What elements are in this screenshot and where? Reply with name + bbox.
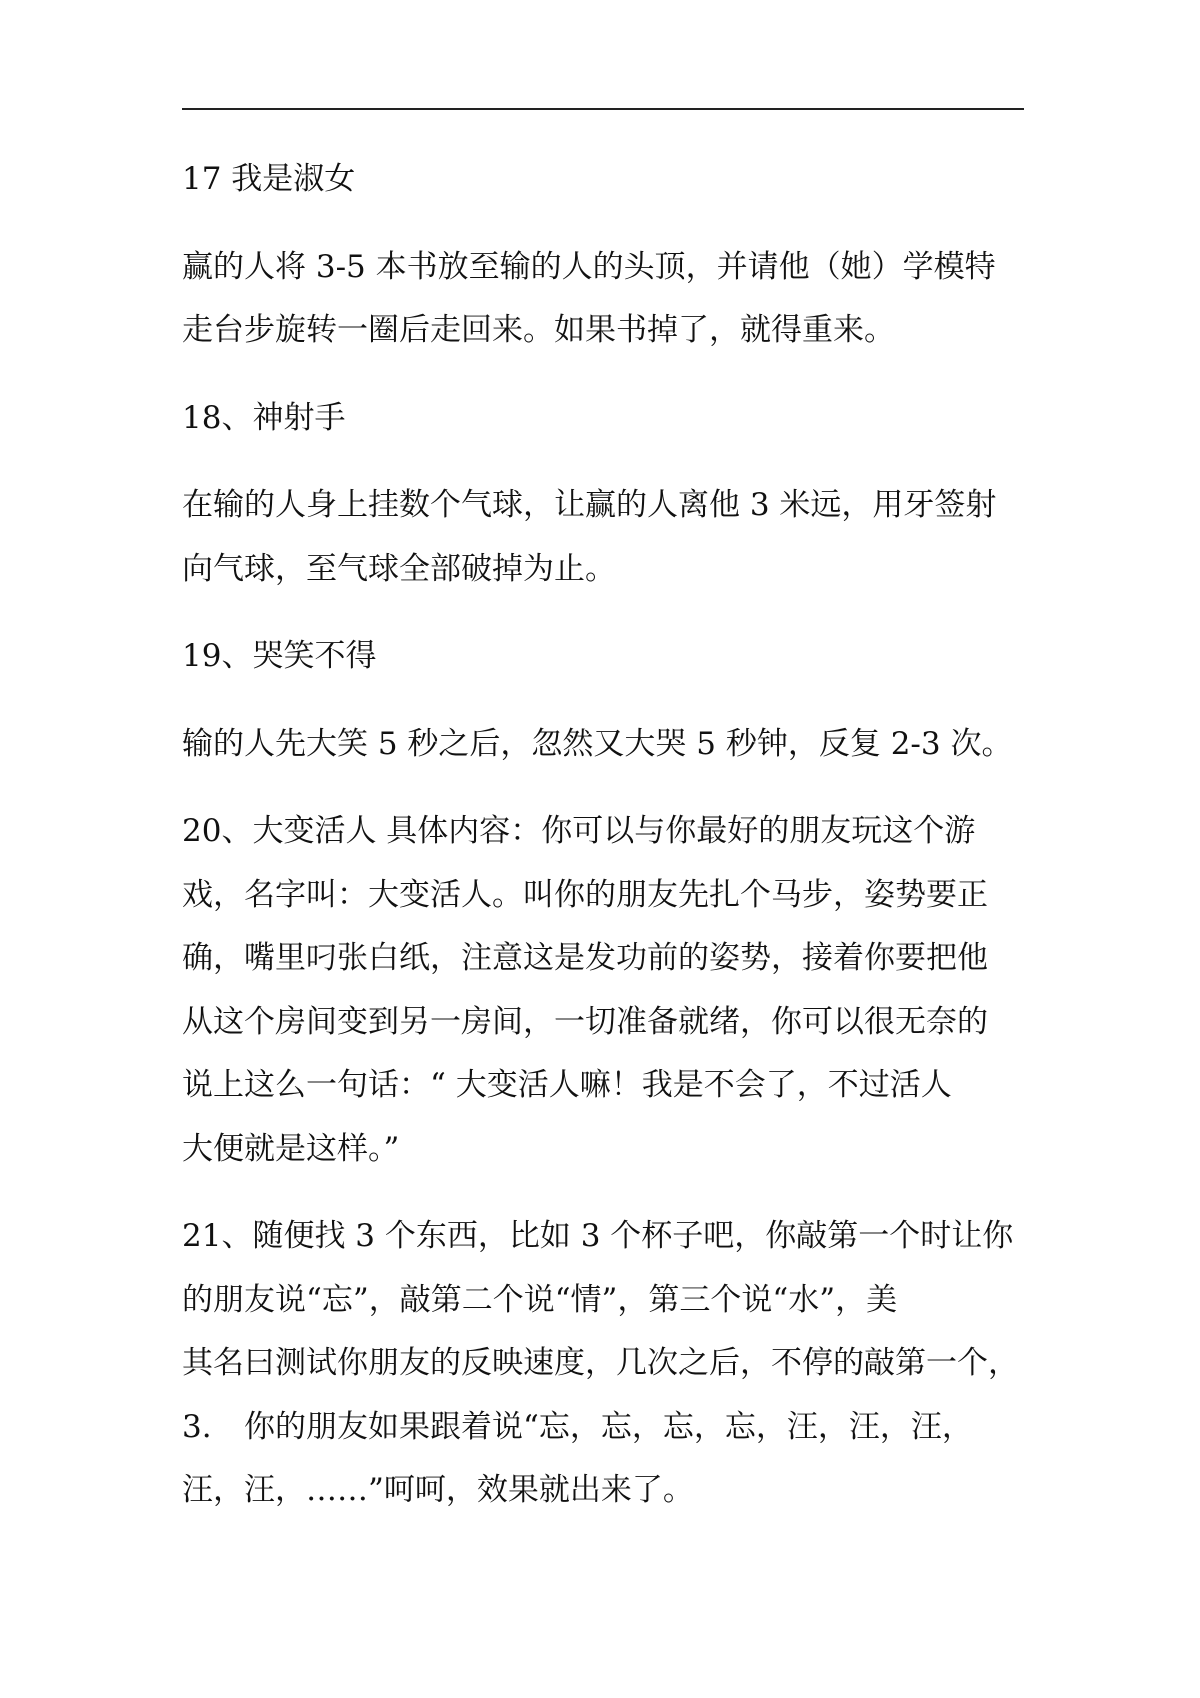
paragraph-gap <box>182 1181 1026 1205</box>
text-line: 18、神射手 <box>182 399 346 436</box>
text-line: 大便就是这样。” <box>182 1130 400 1167</box>
paragraph-gap <box>182 689 1026 713</box>
list-item-3 <box>182 1396 1026 1523</box>
paragraph-19 <box>182 713 1026 777</box>
text-line: 汪，汪，……”呵呵，效果就出来了。 <box>182 1472 694 1508</box>
text-line: 赢的人将 3-5 本书放至输的人的头顶，并请他（她）学模特 <box>182 248 996 285</box>
text-line: 确，嘴里叼张白纸，注意这是发功前的姿势，接着你要把他 <box>182 940 988 976</box>
text-line: 输的人先大笑 5 秒之后，忽然又大哭 5 秒钟，反复 2-3 次。 <box>182 725 1013 762</box>
paragraph-gap <box>182 450 1026 474</box>
heading-19 <box>182 625 1026 689</box>
paragraph-gap <box>182 363 1026 387</box>
text-line: 在输的人身上挂数个气球，让赢的人离他 3 米远，用牙签射 <box>182 487 997 523</box>
text-line <box>182 1396 1026 1460</box>
text-line: 戏，名字叫：大变活人。叫你的朋友先扎个马步，姿势要正 <box>182 876 988 913</box>
text-line: 向气球，至气球全部破掉为止。 <box>182 550 616 587</box>
heading-17 <box>182 148 1026 212</box>
paragraph-gap <box>182 776 1026 800</box>
text-line: 从这个房间变到另一房间，一切准备就绪，你可以很无奈的 <box>182 1003 988 1040</box>
paragraph-gap <box>182 601 1026 625</box>
paragraph-18 <box>182 474 1026 601</box>
list-number: 3. <box>182 1408 212 1445</box>
paragraph-21 <box>182 1205 1026 1396</box>
text-line: 20、大变活人 具体内容：你可以与你最好的朋友玩这个游 <box>182 813 976 849</box>
paragraph-gap <box>182 212 1026 236</box>
text-line: 说上这么一句话：“ 大变活人嘛！我是不会了，不过活人 <box>182 1067 952 1103</box>
text-line: 17 我是淑女 <box>182 161 356 197</box>
text-line: 其名曰测试你朋友的反映速度，几次之后，不停的敲第一个， <box>182 1345 1019 1381</box>
document-body <box>182 148 1026 1523</box>
text-line: 21、随便找 3 个东西，比如 3 个杯子吧，你敲第一个时让你 <box>182 1218 1014 1254</box>
list-item-text: 你的朋友如果跟着说“忘，忘，忘，忘，汪，汪，汪， <box>244 1408 973 1445</box>
heading-18 <box>182 387 1026 451</box>
text-line: 的朋友说“忘”，敲第二个说“情”，第三个说“水”，美 <box>182 1281 898 1318</box>
text-line: 19、哭笑不得 <box>182 638 377 674</box>
text-line: 走台步旋转一圈后走回来。如果书掉了，就得重来。 <box>182 312 895 348</box>
paragraph-20 <box>182 800 1026 1181</box>
top-rule <box>182 108 1024 110</box>
paragraph-17 <box>182 236 1026 363</box>
